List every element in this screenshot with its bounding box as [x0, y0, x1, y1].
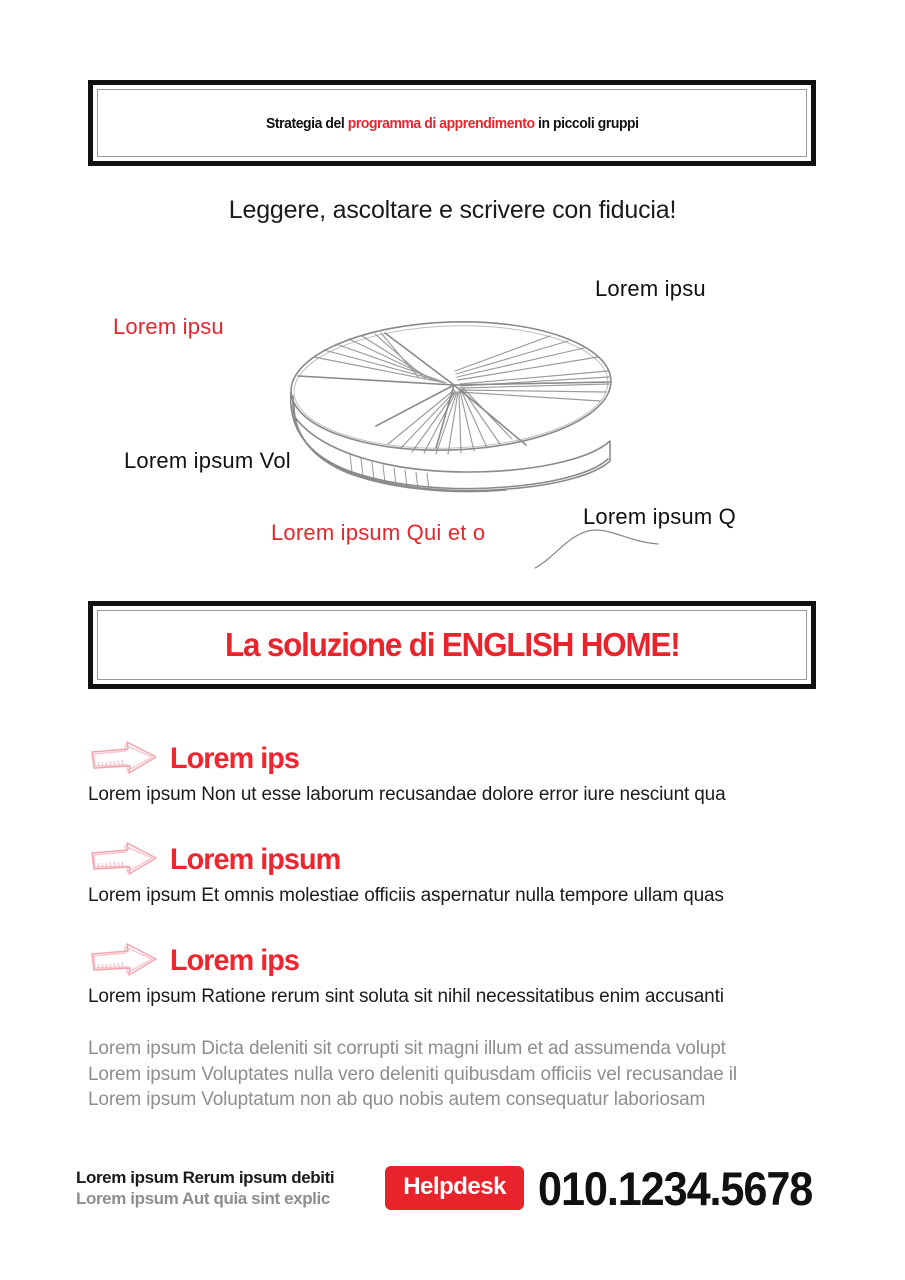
top-banner-title-after: in piccoli gruppi [534, 114, 639, 132]
leader-line-top-right [535, 530, 658, 568]
phone-number[interactable]: 010.1234.5678 [537, 1161, 813, 1215]
footer-text-block [76, 1167, 368, 1209]
pie-depth-edge-2 [294, 403, 506, 492]
pie-hatch-right [455, 336, 609, 401]
note-line-3: Lorem ipsum Voluptatum non ab quo nobis autem consequatur laboriosam [88, 1089, 706, 1110]
bullet-body-2: Lorem ipsum Et omnis molestiae officiis aspernatur nulla tempore ullam quas [88, 885, 724, 906]
arrow-right-icon [88, 942, 160, 980]
top-banner-title [266, 115, 639, 132]
top-banner-title-before: Strategia del [265, 114, 348, 132]
bullet-section-3 [88, 942, 304, 980]
arrow-right-icon [88, 841, 160, 879]
note-block [88, 1036, 737, 1113]
subtitle: Leggere, ascoltare e scrivere con fiducia! [228, 196, 677, 224]
top-banner [88, 80, 816, 166]
bullet-section-1 [88, 740, 304, 778]
pie-label-1: Lorem ipsu [113, 314, 224, 339]
solution-banner-title: La soluzione di ENGLISH HOME! [224, 626, 680, 663]
footer-line-2: Lorem ipsum Aut quia sint explic [76, 1189, 330, 1208]
top-banner-inner-frame [97, 89, 807, 157]
solution-banner [88, 601, 816, 689]
pie-label-4: Lorem ipsum Q [583, 504, 736, 529]
note-line-1: Lorem ipsum Dicta deleniti sit corrupti sit magni illum et ad assumenda volupt [88, 1038, 726, 1059]
pie-label-0: Lorem ipsu [595, 276, 706, 301]
pie-label-3: Lorem ipsum Qui et o [271, 520, 486, 545]
bullet-body-3: Lorem ipsum Ratione rerum sint soluta sit nihil necessitatibus enim accusanti [88, 986, 724, 1007]
helpdesk-badge[interactable]: Helpdesk [385, 1166, 524, 1210]
footer-line-1: Lorem ipsum Rerum ipsum debiti [76, 1168, 335, 1187]
footer [76, 1158, 836, 1218]
top-banner-title-highlight: programma di apprendimento [347, 114, 535, 132]
bullet-body-1: Lorem ipsum Non ut esse laborum recusandae dolore error iure nesciunt qua [88, 784, 726, 805]
bullet-heading-1: Lorem ips [170, 742, 299, 775]
bullet-section-2 [88, 841, 347, 879]
solution-banner-inner-frame [97, 610, 807, 680]
pie-hatch-upper-left [314, 333, 446, 383]
pie-label-2: Lorem ipsum Vol [124, 448, 291, 473]
bullet-heading-2: Lorem ipsum [170, 843, 341, 876]
pie-sector-dividers [298, 333, 611, 448]
note-line-2: Lorem ipsum Voluptates nulla vero deleniti quibusdam officiis vel recusandae il [88, 1063, 737, 1085]
bullet-heading-3: Lorem ips [170, 944, 299, 977]
pie-depth-edge-1 [291, 392, 608, 489]
arrow-right-icon [88, 740, 160, 778]
pie-chart [88, 256, 828, 576]
